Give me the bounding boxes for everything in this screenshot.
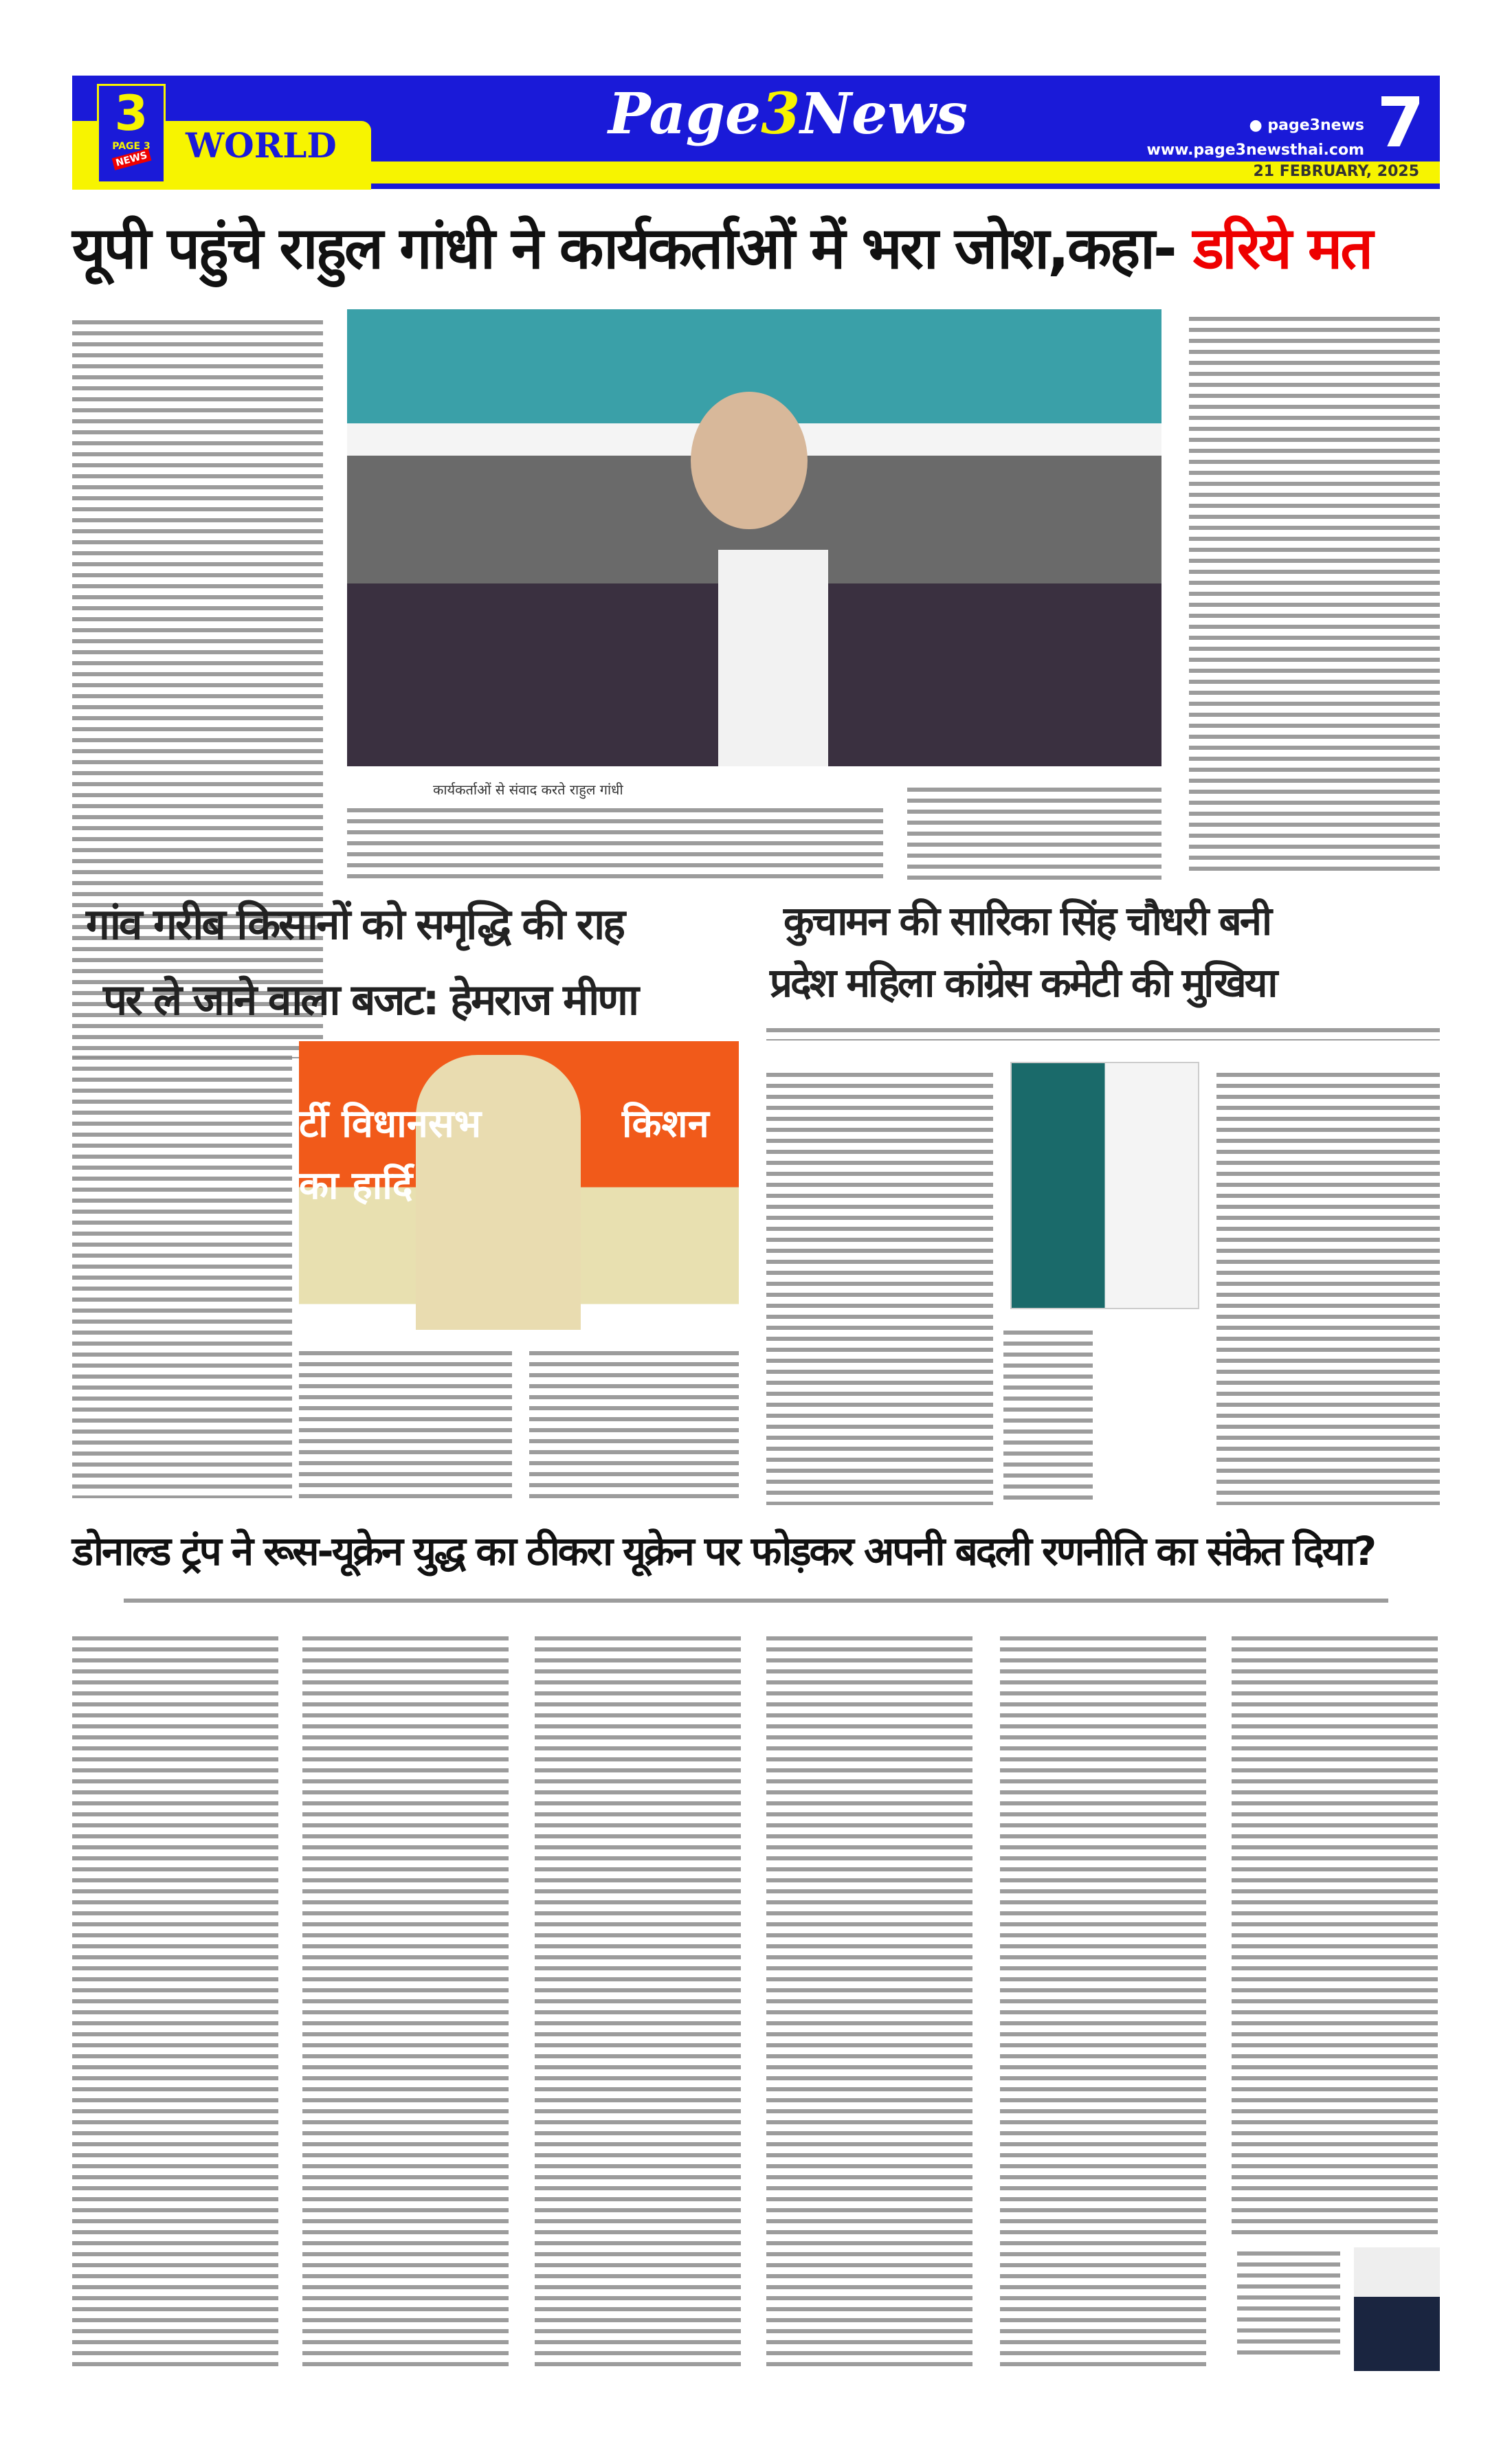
lead-photo-caption: कार्यकर्ताओं से संवाद करते राहुल गांधी <box>433 781 623 798</box>
story4-column-2 <box>302 1632 509 2371</box>
story2-column-2 <box>299 1347 512 1502</box>
story2-headline-1: गांव गरीब किसानों को समृद्धि की राह <box>86 899 624 949</box>
logo-number: 3 <box>114 85 148 142</box>
story4-column-5 <box>1000 1632 1206 2371</box>
lead-column-right <box>1189 313 1440 876</box>
story3-column-2 <box>1003 1326 1093 1505</box>
photo-banner-2: किशन <box>622 1102 709 1146</box>
story3-column-3 <box>1216 1069 1440 1505</box>
page-number: 7 <box>1377 82 1425 163</box>
story2-photo <box>299 1041 739 1333</box>
story3-subhead <box>766 1024 1440 1041</box>
poster-face <box>691 392 808 529</box>
brand-title <box>608 81 968 147</box>
page3-logo <box>97 84 166 183</box>
contact-info <box>1147 113 1365 163</box>
story3-column-1 <box>766 1069 993 1505</box>
lead-headline <box>72 206 1440 285</box>
story2-column-3 <box>529 1347 739 1502</box>
story3-headline-1: कुचामन की सारिका सिंह चौधरी बनी <box>783 898 1270 944</box>
website: www.page3newsthai.com <box>1146 142 1364 159</box>
photo-banner-3: का हार्दि <box>299 1164 413 1208</box>
brand-number: 3 <box>761 81 801 147</box>
social-handle: page3news <box>1267 117 1364 134</box>
masthead <box>72 76 1440 189</box>
lead-headline-text: यूपी पहुंचे राहुल गांधी ने कार्यकर्ताओं में भरा जोश,कहा- <box>72 214 1175 282</box>
story3-headline-2: प्रदेश महिला कांग्रेस कमेटी की मुखिया <box>770 959 1276 1006</box>
lead-photo <box>347 309 1161 766</box>
author-byline <box>1237 2247 1340 2357</box>
author-photo <box>1354 2247 1440 2371</box>
lead-column-mid <box>347 804 883 880</box>
story4-headline: डोनाल्ड ट्रंप ने रूस-यूक्रेन युद्ध का ठीकरा यूक्रेन पर फोड़कर अपनी बदली रणनीति का संकेत दिया? <box>72 1528 1375 1574</box>
speaker-figure <box>718 550 828 766</box>
story4-column-1 <box>72 1632 278 2371</box>
logo-text: PAGE 3 <box>112 141 151 152</box>
lead-headline-highlight: डरिये मत <box>1193 214 1372 282</box>
story2-headline-2: पर ले जाने वाला बजट: हेमराज मीणा <box>103 975 638 1025</box>
photo-banner-1: र्टी विधानसभ <box>299 1102 482 1146</box>
story4-column-4 <box>766 1632 972 2371</box>
section-label: WORLD <box>186 125 337 166</box>
logo-badge: NEWS <box>111 148 151 170</box>
brand-suffix: News <box>800 81 968 147</box>
story3-photo <box>1010 1062 1199 1309</box>
lead-column-mid2 <box>907 783 1161 880</box>
story4-subhead <box>124 1594 1388 1608</box>
story4-column-6 <box>1232 1632 1438 2237</box>
issue-date: 21 FEBRUARY, 2025 <box>1253 163 1419 180</box>
brand-prefix: Page <box>608 81 761 147</box>
story4-column-3 <box>535 1632 741 2371</box>
story2-column-1 <box>72 1051 292 1498</box>
social-dot-icon: ● <box>1249 117 1263 134</box>
